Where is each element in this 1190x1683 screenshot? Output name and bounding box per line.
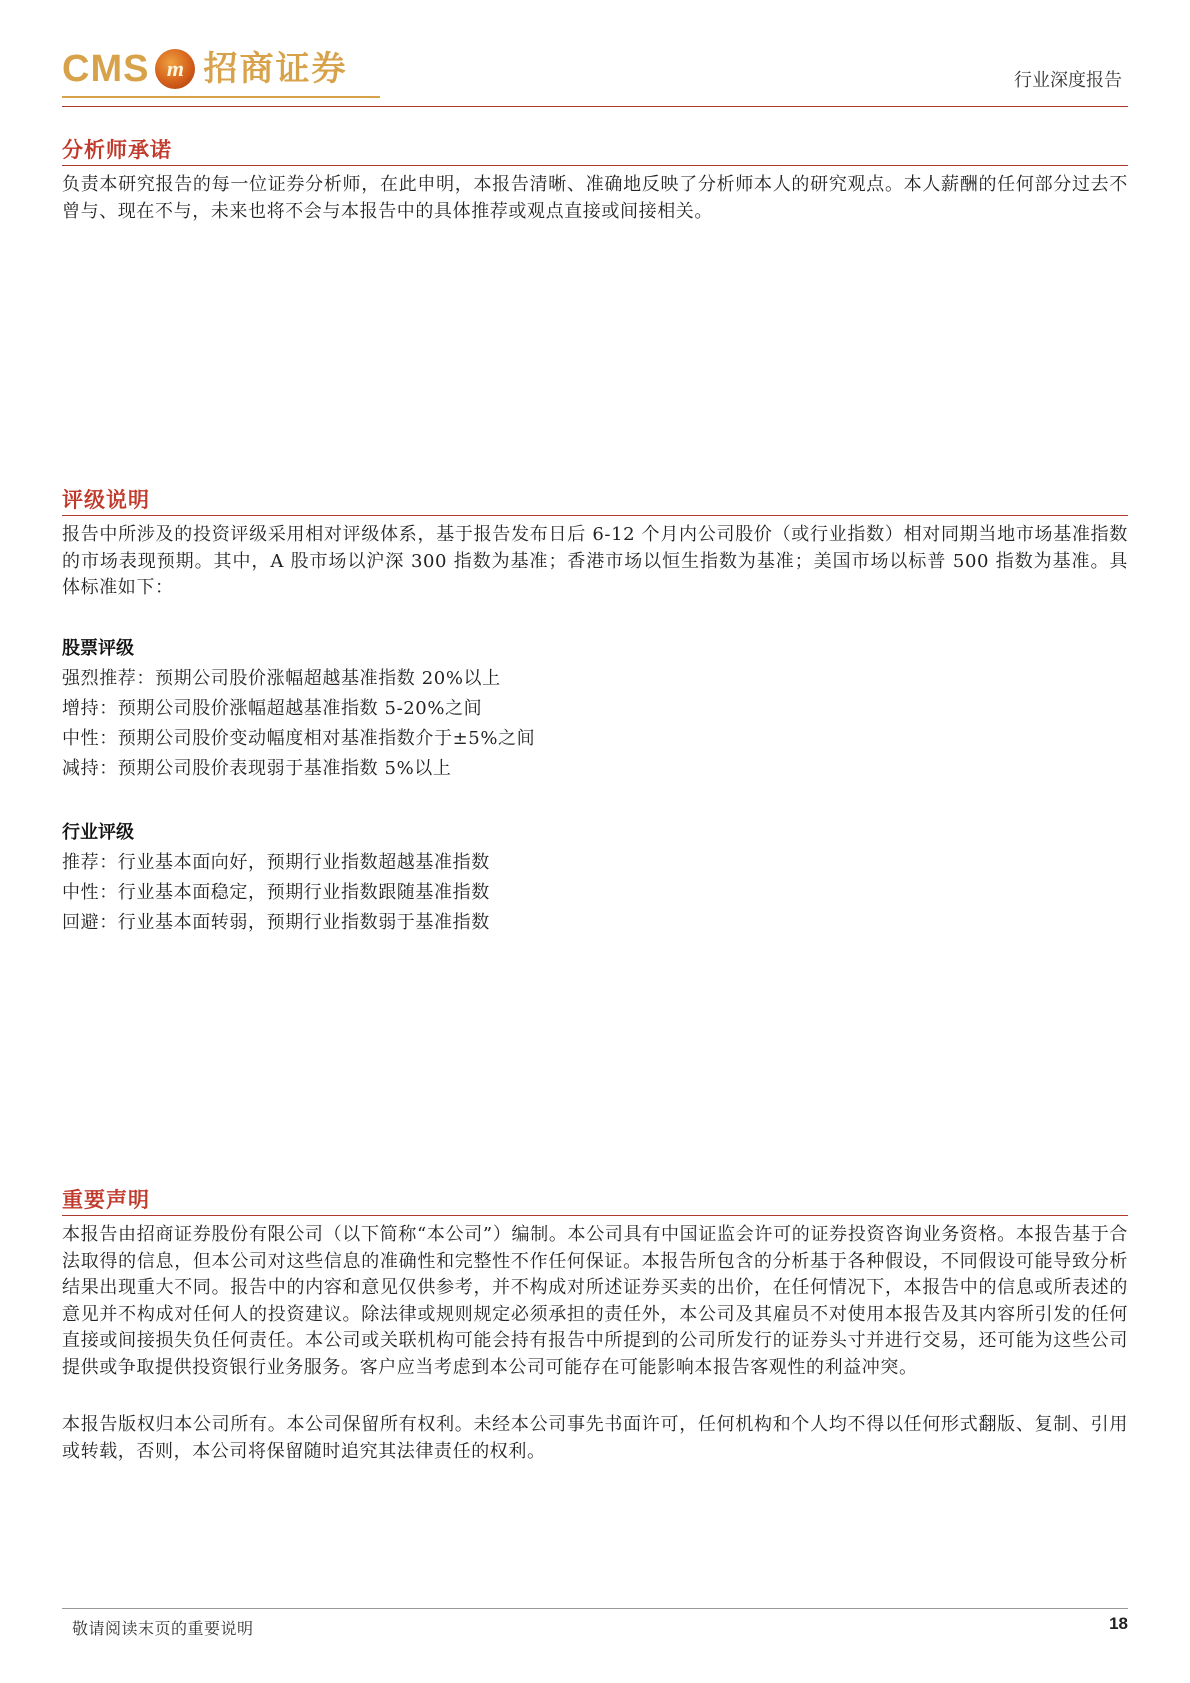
logo-emblem-icon: m: [155, 49, 195, 89]
section-divider: [62, 165, 1128, 166]
stock-rating-item: 强烈推荐：预期公司股价涨幅超越基准指数 20%以上: [62, 668, 501, 689]
page-header: [62, 44, 1128, 108]
important-statement-paragraph: 本报告版权归本公司所有。本公司保留所有权利。未经本公司事先书面许可，任何机构和个人均不得以任何形式翻版、复制、引用或转载，否则，本公司将保留随时追究其法律责任的权利。: [62, 1414, 1128, 1462]
document-type-label: 行业深度报告: [1014, 70, 1122, 91]
page-number: 18: [1109, 1614, 1128, 1633]
section-title-important-statement: 重要声明: [62, 1188, 150, 1212]
industry-rating-item: 中性：行业基本面稳定，预期行业指数跟随基准指数: [62, 882, 490, 903]
stock-rating-item: 减持：预期公司股价表现弱于基准指数 5%以上: [62, 758, 452, 779]
section-title-analyst-commitment: 分析师承诺: [62, 138, 172, 162]
industry-rating-item: 回避：行业基本面转弱，预期行业指数弱于基准指数: [62, 912, 490, 933]
footer-divider: [62, 1608, 1128, 1609]
section-title-rating-explanation: 评级说明: [62, 488, 150, 512]
industry-rating-item: 推荐：行业基本面向好，预期行业指数超越基准指数: [62, 852, 490, 873]
stock-rating-heading: 股票评级: [62, 638, 134, 659]
section-divider: [62, 1215, 1128, 1216]
analyst-commitment-text: 负责本研究报告的每一位证券分析师，在此申明，本报告清晰、准确地反映了分析师本人的研究观点。本人薪酬的任何部分过去不曾与、现在不与，未来也将不会与本报告中的具体推荐或观点直接或间接相关。: [62, 174, 1128, 222]
stock-rating-item: 中性：预期公司股价变动幅度相对基准指数介于±5%之间: [62, 728, 536, 749]
footer-note: 敬请阅读末页的重要说明: [72, 1619, 254, 1638]
logo-chinese-text: 招商证券: [203, 49, 348, 89]
rating-explanation-text: 报告中所涉及的投资评级采用相对评级体系，基于报告发布日后 6-12 个月内公司股价（或行业指数）相对同期当地市场基准指数的市场表现预期。其中，A 股市场以沪深 300 指数为基准；香港市场以恒生指数为基准；美国市场以标普 500 指数为基准。具体标准如下：: [62, 524, 1128, 598]
header-divider: [62, 106, 1128, 107]
section-divider: [62, 515, 1128, 516]
logo-underline: [62, 96, 380, 98]
cms-logo: [62, 44, 347, 94]
important-statement-paragraph: 本报告由招商证券股份有限公司（以下简称“本公司”）编制。本公司具有中国证监会许可的证券投资咨询业务资格。本报告基于合法取得的信息，但本公司对这些信息的准确性和完整性不作任何保证。本报告所包含的分析基于各种假设，不同假设可能导致分析结果出现重大不同。报告中的内容和意见仅供参考，并不构成对所述证券买卖的出价，在任何情况下，本报告中的信息或所表述的意见并不构成对任何人的投资建议。除法律或规则规定必须承担的责任外，本公司及其雇员不对使用本报告及其内容所引发的任何直接或间接损失负任何责任。本公司或关联机构可能会持有报告中所提到的公司所发行的证券头寸并进行交易，还可能为这些公司提供或争取提供投资银行业务服务。客户应当考虑到本公司可能存在可能影响本报告客观性的利益冲突。: [62, 1224, 1128, 1378]
industry-rating-heading: 行业评级: [62, 822, 134, 843]
logo-latin-text: CMS: [62, 48, 150, 90]
stock-rating-item: 增持：预期公司股价涨幅超越基准指数 5-20%之间: [62, 698, 483, 719]
